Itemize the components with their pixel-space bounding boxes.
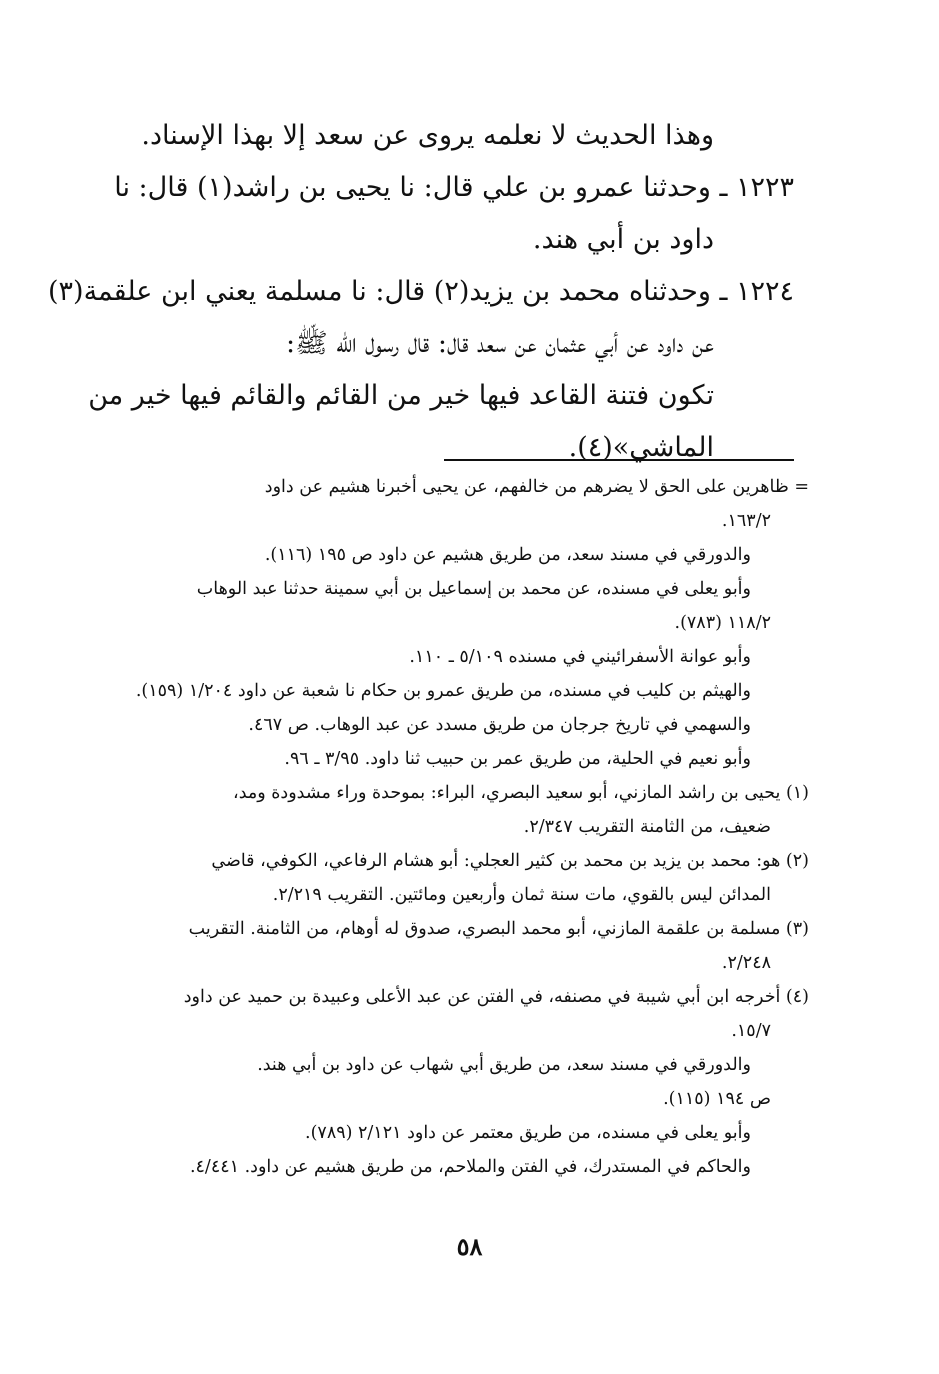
footnote-separator [444, 459, 794, 461]
footnote-4: (٤) أخرجه ابن أبي شيبة في مصنفه، في الفتن عن عبد الأعلى وعبيدة بن حميد عن داود [183, 987, 809, 1007]
footnote-line: والدورقي في مسند سعد، من طريق أبي شهاب عن داود بن أبي هند. [257, 1055, 751, 1075]
footnote-line: وأبو يعلى في مسنده، عن محمد بن إسماعيل بن أبي سمينة حدثنا عبد الوهاب [196, 579, 751, 599]
text-line: تكون فتنة القاعد فيها خير من القائم والقائم فيها خير من [88, 380, 714, 411]
footnotes [89, 470, 809, 1184]
hadith-1223-line: ١٢٢٣ ـ وحدثنا عمرو بن علي قال: نا يحيى بن راشد(١) قال: نا [114, 172, 794, 203]
footnote-1: (١) يحيى بن راشد المازني، أبو سعيد البصري، البراء: بموحدة وراء مشدودة ومد، [233, 783, 809, 803]
footnote-line: ٢/٢٤٨. [721, 953, 771, 973]
footnote-line: المدائن ليس بالقوي، مات سنة ثمان وأربعين ومائتين. التقريب ٢/٢١٩. [272, 885, 771, 905]
footnote-3: (٣) مسلمة بن علقمة المازني، أبو محمد البصري، صدوق له أوهام، من الثامنة. التقريب [188, 919, 809, 939]
main-text [47, 110, 794, 474]
text-line: وهذا الحديث لا نعلمه يروى عن سعد إلا بهذا الإسناد. [141, 120, 714, 151]
page-number: ٥٨ [456, 1232, 483, 1261]
hadith-1224-line: ١٢٢٤ ـ وحدثناه محمد بن يزيد(٢) قال: نا مسلمة يعني ابن علقمة(٣) [47, 276, 794, 307]
footnote-line: ١١٨/٢ (٧٨٣). [674, 613, 771, 633]
footnote-line: وأبو نعيم في الحلية، من طريق عمر بن حبيب ثنا داود. ٣/٩٥ ـ ٩٦. [284, 749, 751, 769]
footnote-line: والهيثم بن كليب في مسنده، من طريق عمرو بن حكام نا شعبة عن داود ١/٢٠٤ (١٥٩). [135, 681, 751, 701]
footnote-line: والحاكم في المستدرك، في الفتن والملاحم، من طريق هشيم عن داود. ٤/٤٤١. [189, 1157, 751, 1177]
footnote-2: (٢) هو: محمد بن يزيد بن محمد بن كثير العجلي: أبو هشام الرفاعي، الكوفي، قاضي [211, 851, 809, 871]
footnote-line: ١٥/٧. [731, 1021, 771, 1041]
footnote-line: وأبو يعلى في مسنده، من طريق معتمر عن داود ٢/١٢١ (٧٨٩). [305, 1123, 751, 1143]
text-line: الماشي»(٤). [568, 432, 714, 463]
footnote-line: = ظاهرين على الحق لا يضرهم من خالفهم، عن يحيى أخبرنا هشيم عن داود [264, 477, 809, 497]
footnote-line: ص ١٩٤ (١١٥). [663, 1089, 771, 1109]
footnote-line: ١٦٣/٢. [721, 511, 771, 531]
footnote-line: والدورقي في مسند سعد، من طريق هشيم عن داود ص ١٩٥ (١١٦). [264, 545, 751, 565]
footnote-line: ضعيف، من الثامنة التقريب ٢/٣٤٧. [523, 817, 771, 837]
text-line: داود بن أبي هند. [532, 224, 714, 255]
footnote-line: وأبو عوانة الأسفرائيني في مسنده ٥/١٠٩ ـ ١١٠. [409, 647, 751, 667]
footnote-line: والسهمي في تاريخ جرجان من طريق مسدد عن عبد الوهاب. ص ٤٦٧. [248, 715, 751, 735]
text-line: عن داود عن أبي عثمان عن سعد قال: قال رسول الله ﷺ: [286, 328, 714, 359]
